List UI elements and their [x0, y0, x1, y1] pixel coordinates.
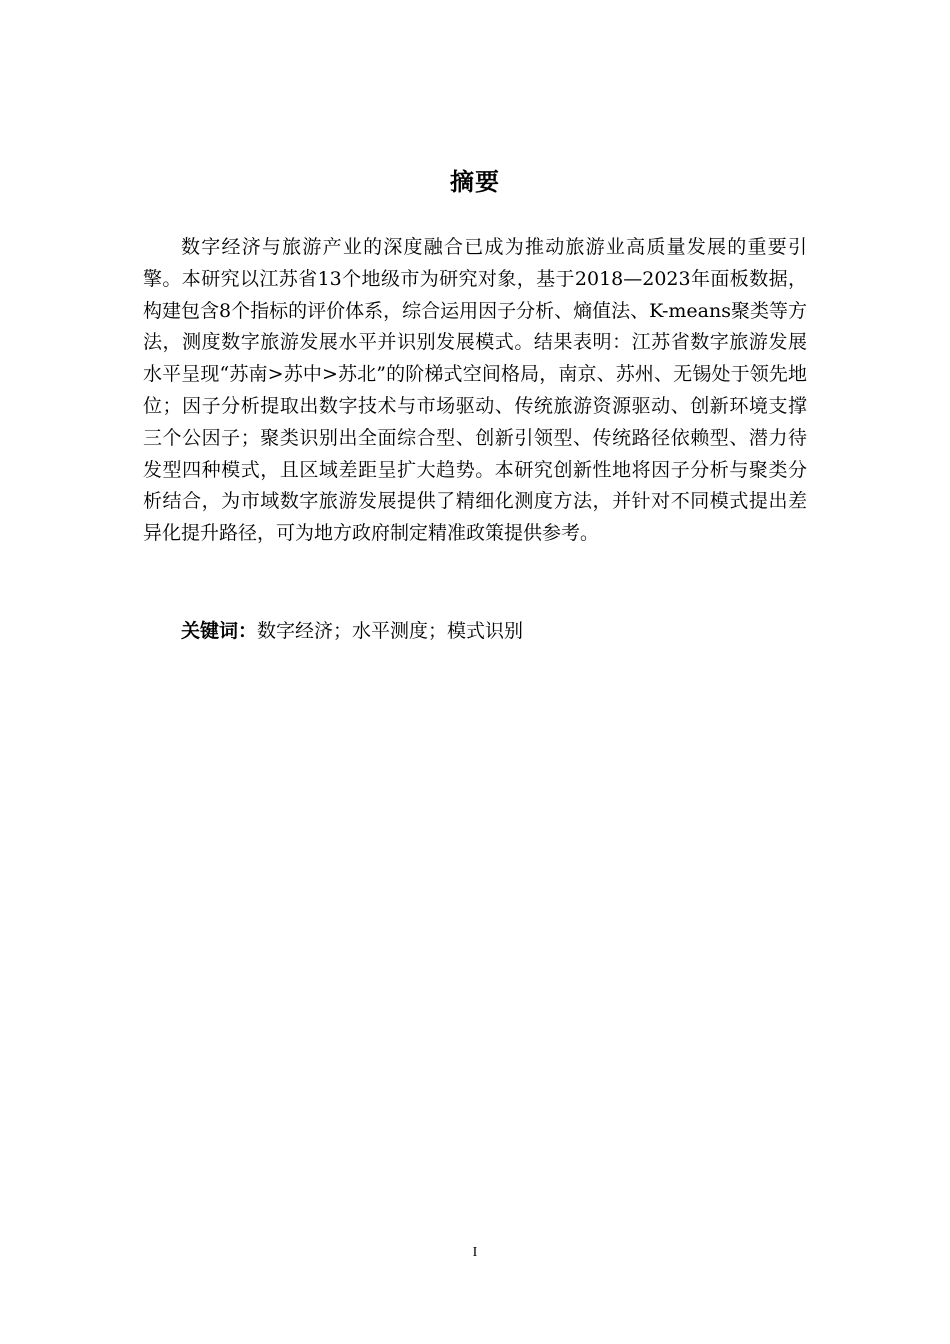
keywords-line — [181, 617, 781, 645]
abstract-title: 摘要 — [450, 168, 500, 196]
abstract-body: 数字经济与旅游产业的深度融合已成为推动旅游业高质量发展的重要引擎。本研究以江苏省13个地级市为研究对象，基于2018—2023年面板数据，构建包含8个指标的评价体系，综合运用因子分析、熵值法、K-means聚类等方法，测度数字旅游发展水平并识别发展模式。结果表明：江苏省数字旅游发展水平呈现“苏南>苏中>苏北”的阶梯式空间格局，南京、苏州、无锡处于领先地位；因子分析提取出数字技术与市场驱动、传统旅游资源驱动、创新环境支撑三个公因子；聚类识别出全面综合型、创新引领型、传统路径依赖型、潜力待发型四种模式，且区域差距呈扩大趋势。本研究创新性地将因子分析与聚类分析结合，为市域数字旅游发展提供了精细化测度方法，并针对不同模式提出差异化提升路径，可为地方政府制定精准政策提供参考。 — [143, 236, 807, 545]
keywords-label: 关键词： — [181, 620, 258, 642]
keywords-text: 数字经济；水平测度；模式识别 — [257, 620, 524, 642]
page-number: I — [472, 1245, 478, 1260]
